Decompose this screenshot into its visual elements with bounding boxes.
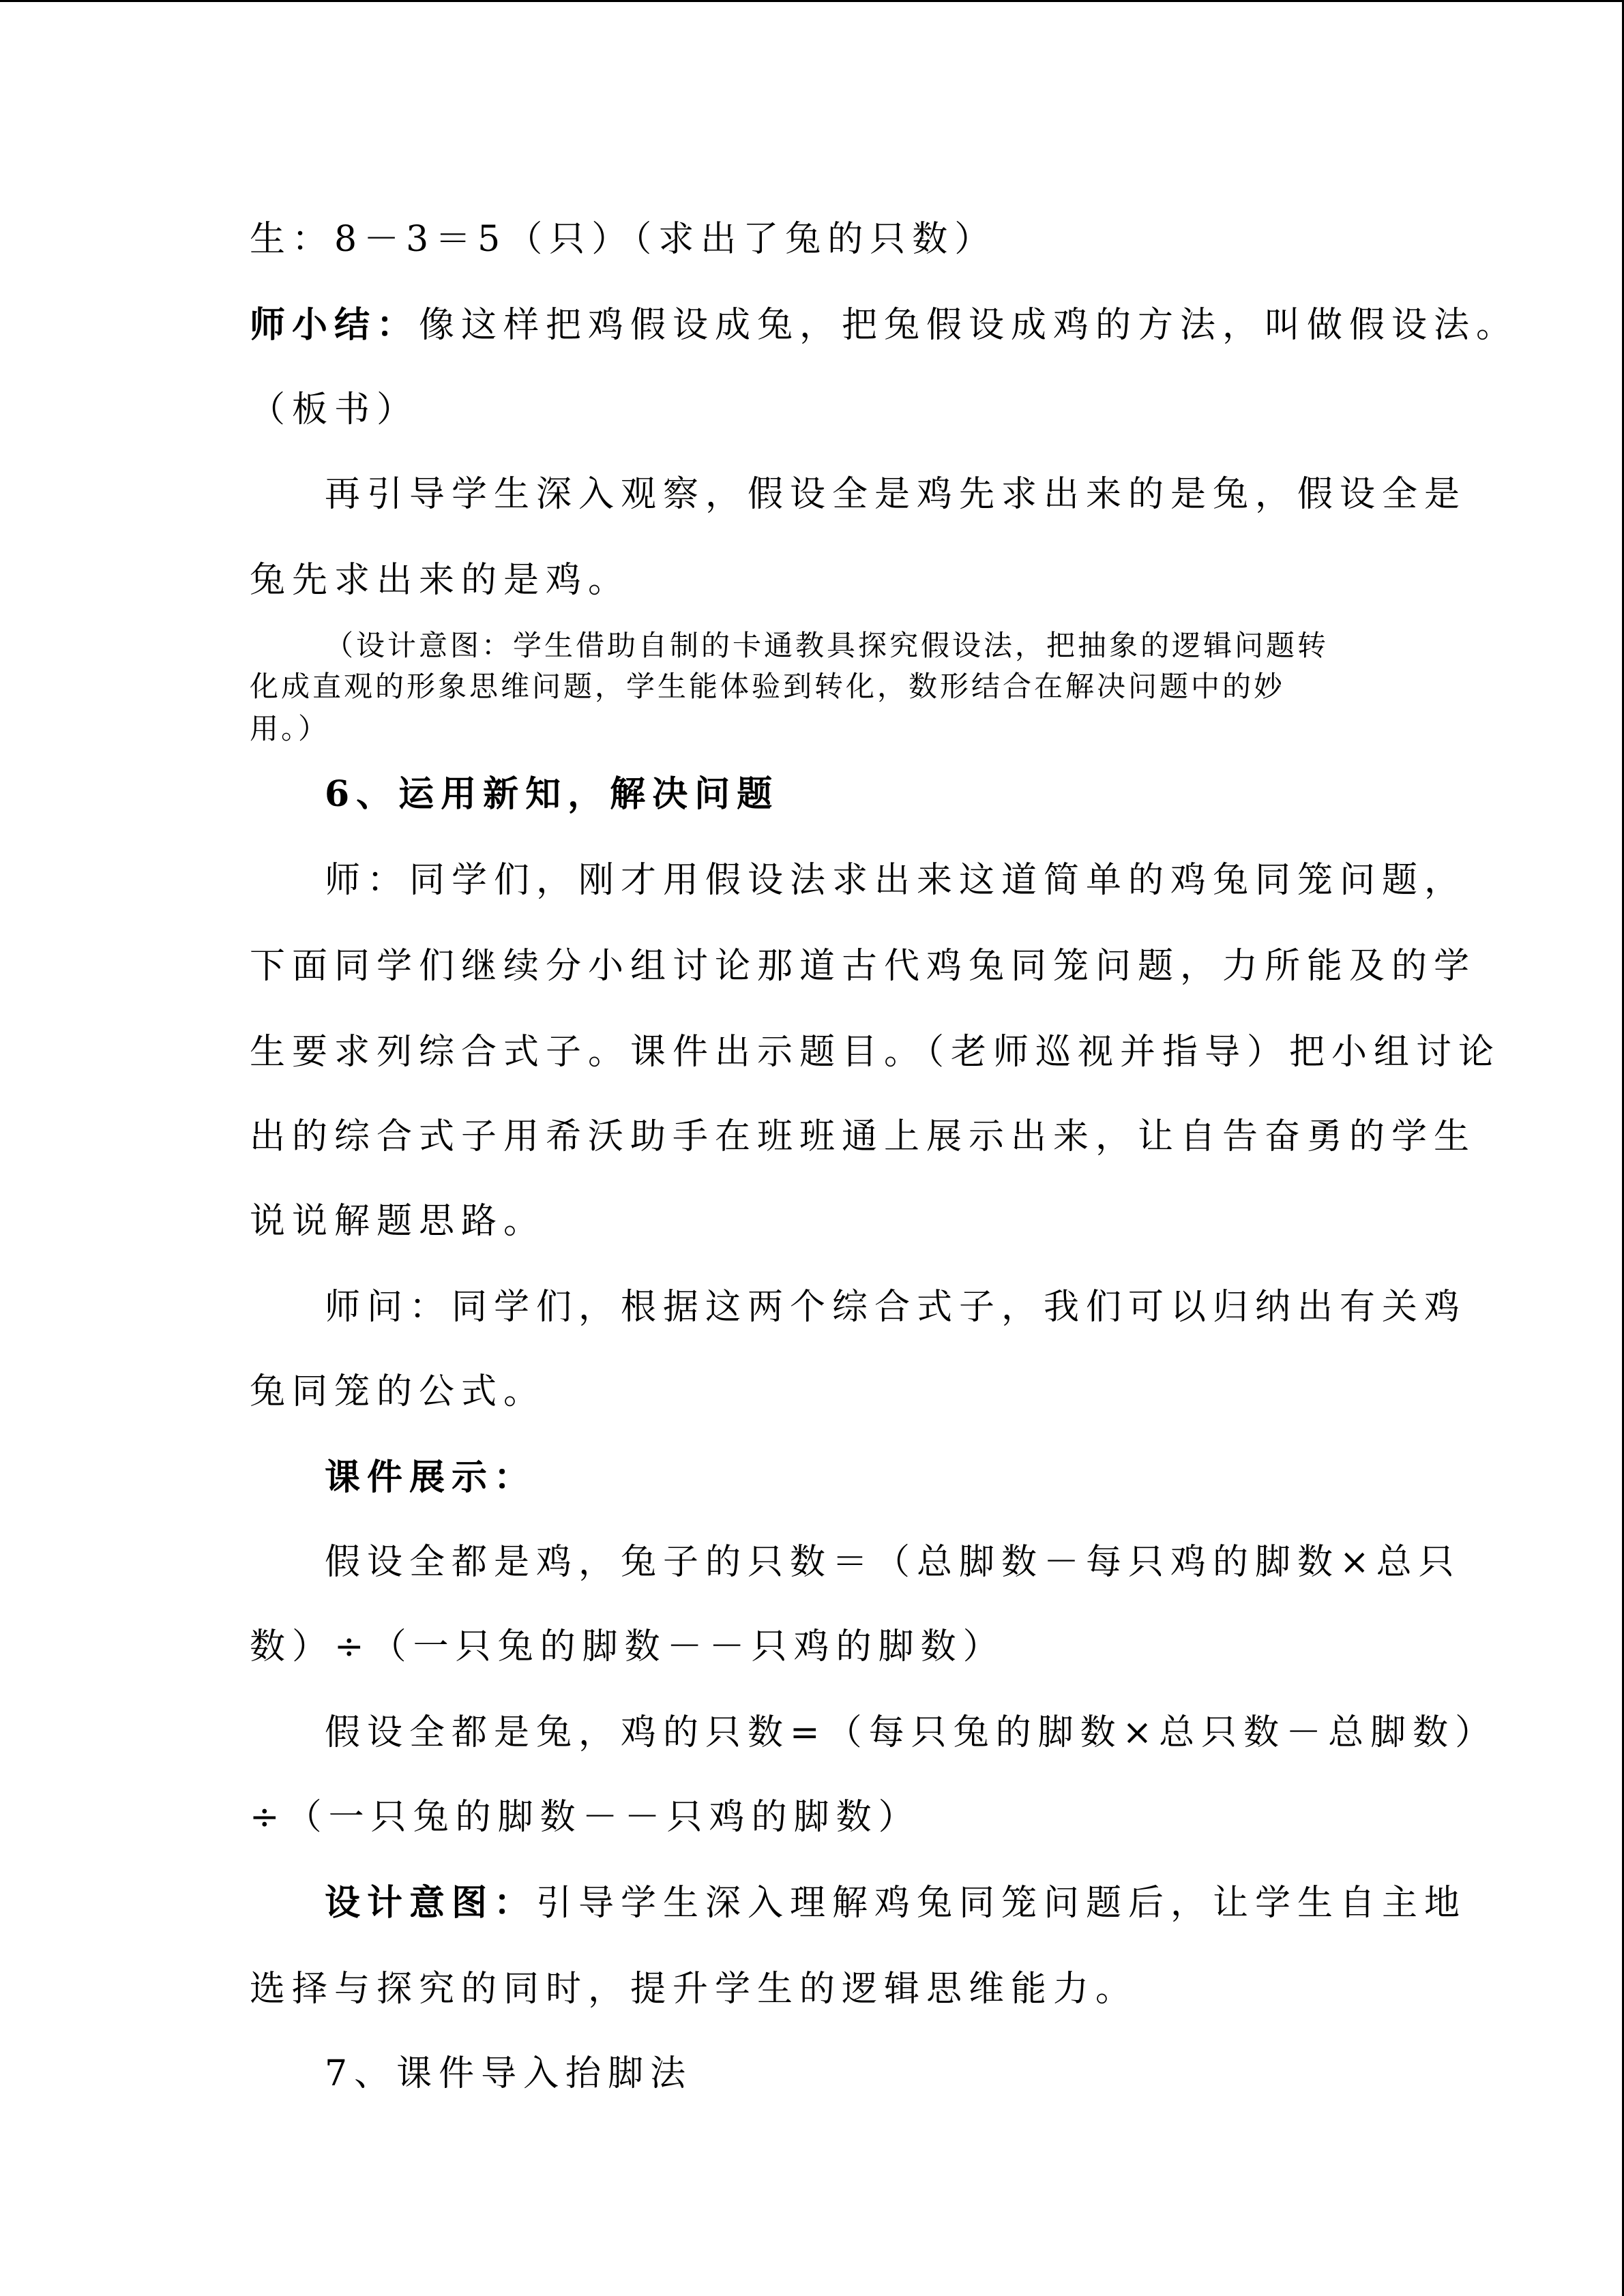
paragraph-line: 下面同学们继续分小组讨论那道古代鸡兔同笼问题，力所能及的学 [250, 946, 1477, 987]
paragraph-line: 再引导学生深入观察，假设全是鸡先求出来的是兔，假设全是 [325, 474, 1467, 515]
design-intent-label: 设计意图： [325, 1882, 537, 1924]
formula-line: 数）÷（一只兔的脚数－－只鸡的脚数） [250, 1626, 1005, 1667]
paragraph-line: 师：同学们，刚才用假设法求出来这道简单的鸡兔同笼问题， [325, 860, 1467, 901]
formula-line: 假设全都是兔，鸡的只数=（每只兔的脚数×总只数－总脚数） [325, 1712, 1498, 1753]
section-heading: 6、运用新知，解决问题 [325, 773, 780, 815]
section-heading: 7、课件导入抬脚法 [325, 2053, 693, 2094]
paragraph-line: 兔同笼的公式。 [250, 1371, 546, 1412]
paragraph-line: 出的综合式子用希沃助手在班班通上展示出来，让自告奋勇的学生 [250, 1116, 1477, 1157]
summary-label: 师小结： [250, 304, 419, 346]
paragraph-line: 生：8－3＝5（只）（求出了兔的只数） [250, 219, 997, 260]
paragraph-line: （板书） [250, 389, 419, 430]
design-intent-line [325, 1881, 1467, 1925]
paragraph-line: 说说解题思路。 [250, 1201, 546, 1242]
paragraph-line: 生要求列综合式子。课件出示题目。（老师巡视并指导）把小组讨论 [250, 1032, 1501, 1073]
design-note-line: （设计意图：学生借助自制的卡通教具探究假设法，把抽象的逻辑问题转 [325, 629, 1329, 662]
paragraph-line: 师问：同学们，根据这两个综合式子，我们可以归纳出有关鸡 [325, 1287, 1467, 1328]
design-note-line: 化成直观的形象思维问题，学生能体验到转化，数形结合在解决问题中的妙 [250, 670, 1286, 703]
design-note-line: 用。） [250, 712, 330, 745]
summary-text: 像这样把鸡假设成兔，把兔假设成鸡的方法，叫做假设法。 [419, 305, 1519, 346]
formula-line: 假设全都是鸡，兔子的只数＝（总脚数－每只鸡的脚数×总只 [325, 1542, 1461, 1583]
paragraph-line: 选择与探究的同时，提升学生的逻辑思维能力。 [250, 1969, 1138, 2010]
design-intent-text: 引导学生深入理解鸡兔同笼问题后，让学生自主地 [536, 1883, 1467, 1924]
formula-line: ÷（一只兔的脚数－－只鸡的脚数） [250, 1797, 921, 1838]
summary-line [250, 303, 1519, 347]
paragraph-line: 兔先求出来的是鸡。 [250, 560, 631, 601]
courseware-heading: 课件展示： [325, 1457, 537, 1498]
